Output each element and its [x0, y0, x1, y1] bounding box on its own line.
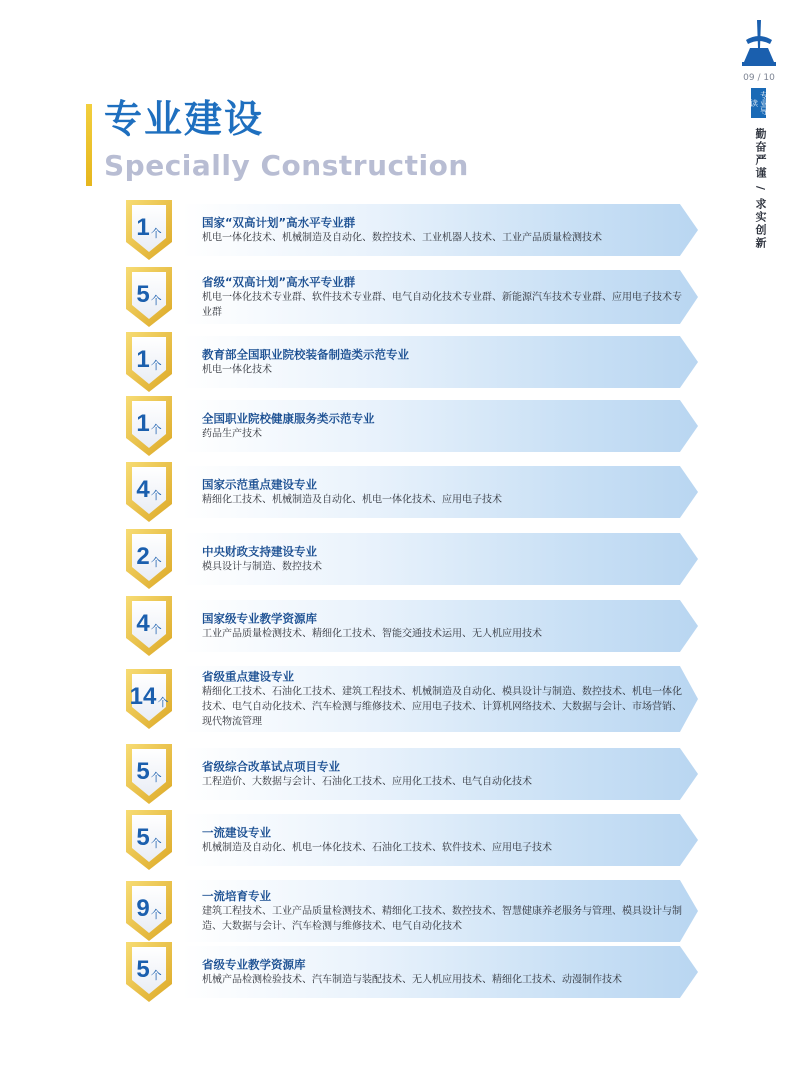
specialty-row [122, 814, 698, 866]
count-badge [122, 879, 176, 943]
count-badge [122, 527, 176, 591]
row-description: 机械制造及自动化、机电一体化技术、石油化工技术、软件技术、应用电子技术 [202, 842, 552, 854]
count-value: 5 [136, 956, 150, 983]
school-motto: 勤奋严谨 / 求实创新 [754, 128, 767, 250]
count-value: 9 [136, 895, 150, 922]
count-unit: 个 [150, 837, 162, 850]
specialty-row [122, 270, 698, 324]
count-badge [122, 198, 176, 262]
row-description: 机电一体化技术专业群、软件技术专业群、电气自动化技术专业群、新能源汽车技术专业群、应用电子技术专业群 [202, 292, 682, 318]
count-unit: 个 [150, 556, 162, 569]
row-title: 教育部全国职业院校装备制造类示范专业 [202, 347, 409, 362]
specialty-row [122, 880, 698, 942]
count-value: 4 [136, 610, 150, 637]
row-title: 一流建设专业 [202, 825, 271, 840]
count-value: 14 [129, 683, 157, 710]
count-badge [122, 594, 176, 658]
count-unit: 个 [150, 623, 162, 636]
count-unit: 个 [150, 489, 162, 502]
count-value: 5 [136, 824, 150, 851]
specialty-row [122, 400, 698, 452]
specialty-row [122, 336, 698, 388]
count-unit: 个 [157, 696, 169, 709]
count-value: 1 [136, 410, 150, 437]
row-title: 省级专业教学资源库 [202, 957, 306, 972]
specialty-row [122, 466, 698, 518]
row-title: 省级综合改革试点项目专业 [202, 759, 340, 774]
school-logo-icon [740, 18, 778, 68]
page-subtitle: Specially Construction [104, 149, 469, 182]
row-description: 工程造价、大数据与会计、石油化工技术、应用化工技术、电气自动化技术 [202, 776, 532, 788]
row-description: 工业产品质量检测技术、精细化工技术、智能交通技术运用、无人机应用技术 [202, 628, 542, 640]
count-badge [122, 394, 176, 458]
row-description: 精细化工技术、机械制造及自动化、机电一体化技术、应用电子技术 [202, 494, 502, 506]
specialty-row [122, 204, 698, 256]
specialty-row [122, 533, 698, 585]
count-badge [122, 667, 176, 731]
row-description: 机械产品检测检验技术、汽车制造与装配技术、无人机应用技术、精细化工技术、动漫制作技术 [202, 974, 622, 986]
row-title: 省级“双高计划”高水平专业群 [202, 275, 356, 289]
page-number: 09 / 10 [743, 73, 775, 83]
count-badge [122, 330, 176, 394]
count-unit: 个 [150, 359, 162, 372]
count-unit: 个 [150, 908, 162, 921]
count-value: 2 [136, 543, 150, 570]
row-title: 省级重点建设专业 [202, 669, 294, 684]
count-badge [122, 265, 176, 329]
row-title: 一流培育专业 [202, 889, 271, 903]
count-value: 5 [136, 758, 150, 785]
count-badge [122, 808, 176, 872]
specialty-row [122, 666, 698, 732]
count-value: 4 [136, 476, 150, 503]
count-value: 1 [136, 346, 150, 373]
count-badge [122, 742, 176, 806]
row-description: 精细化工技术、石油化工技术、建筑工程技术、机械制造及自动化、模具设计与制造、数控技术、机电一体化技术、电气自动化技术、汽车检测与维修技术、应用电子技术、计算机网络技术、大数据与会计、市场营销、现代物流管理 [202, 686, 682, 728]
section-tag: 专业导读 [751, 88, 766, 118]
count-value: 5 [136, 281, 150, 308]
row-title: 国家级专业教学资源库 [202, 611, 317, 626]
count-badge [122, 460, 176, 524]
specialty-row [122, 946, 698, 998]
count-unit: 个 [150, 294, 162, 307]
count-value: 1 [136, 214, 150, 241]
count-unit: 个 [150, 969, 162, 982]
count-badge [122, 940, 176, 1004]
count-unit: 个 [150, 423, 162, 436]
row-title: 全国职业院校健康服务类示范专业 [202, 411, 375, 426]
specialty-row [122, 748, 698, 800]
row-description: 模具设计与制造、数控技术 [202, 561, 322, 573]
row-description: 机电一体化技术 [202, 364, 272, 376]
specialty-row [122, 600, 698, 652]
row-description: 建筑工程技术、工业产品质量检测技术、精细化工技术、数控技术、智慧健康养老服务与管理、模具设计与制造、大数据与会计、汽车检测与维修技术、电气自动化技术 [202, 906, 682, 932]
page-title: 专业建设 [104, 97, 265, 141]
count-unit: 个 [150, 227, 162, 240]
row-description: 机电一体化技术、机械制造及自动化、数控技术、工业机器人技术、工业产品质量检测技术 [202, 232, 602, 244]
row-title: 国家“双高计划”高水平专业群 [202, 215, 356, 230]
row-description: 药品生产技术 [202, 428, 262, 440]
title-accent-bar [86, 104, 92, 186]
row-title: 中央财政支持建设专业 [202, 544, 317, 559]
row-title: 国家示范重点建设专业 [202, 477, 317, 492]
count-unit: 个 [150, 771, 162, 784]
